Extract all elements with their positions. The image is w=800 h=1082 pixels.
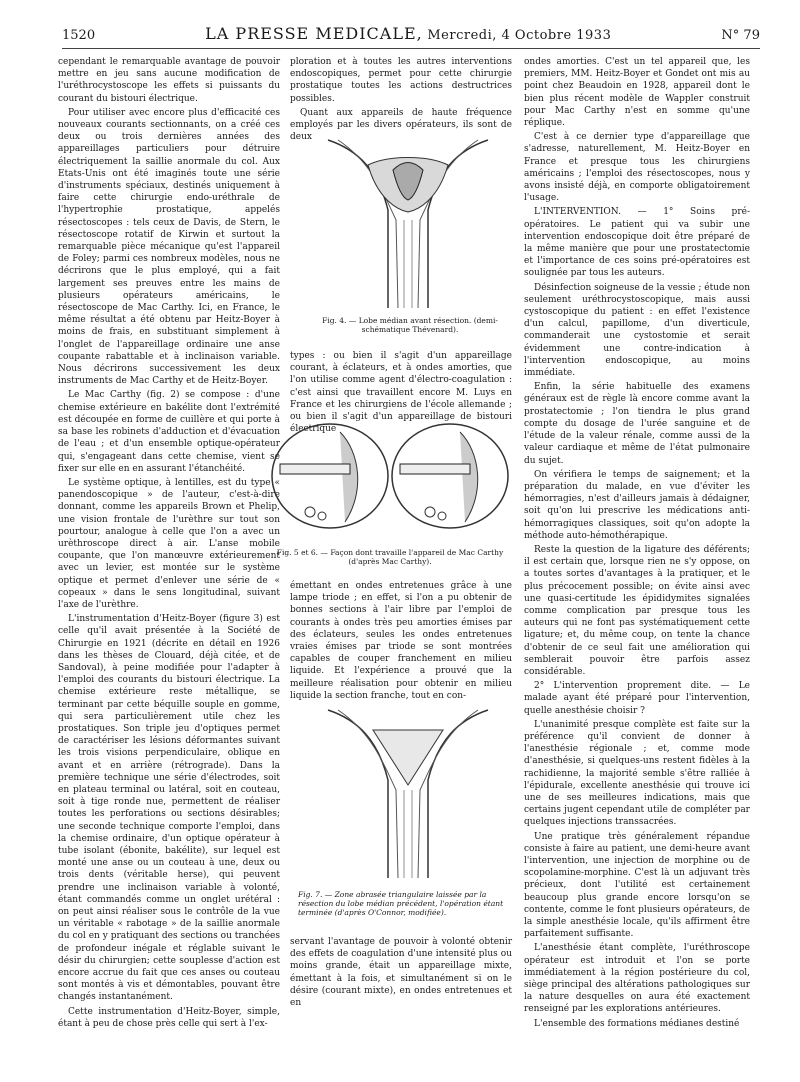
paragraph: ploration et à toutes les autres interventions endoscopiques, permet pour cette chirurgie prostatique toutes les actions destructrices possibles.: [290, 57, 512, 104]
page-number: 1520: [62, 28, 96, 43]
figure-7-caption: Fig. 7. — Zone abrasée triangulaire laissée par la résection du lobe médian précédent, l'opération étant terminée (d'après O'Connor, modifiée).: [298, 890, 504, 917]
paragraph: Pour utiliser avec encore plus d'efficacité ces nouveaux courants sectionnants, on a créé ces deux ou trois dernières années des appareillages particuliers pour détruire électriquement la saillie anormale du col. Aux Etats-Unis ont été imaginés toute une série d'instruments spéciaux, destinés uniquement à faire cette chirurgie endo-uréthrale de l'hypertrophie prostatique, appelés résectoscopes : tels ceux de Davis, de Stern, le résectoscope rotatif de Kirwin et surtout la remarquable pièce mécanique qu'est l'appareil de Foley; parmi ces nombreux modèles, nous ne décrirons que le plus employé, qui a fait largement ses preuves entre les mains de plusieurs opérateurs américains, le résectoscope de Mac Carthy. Ici, en France, le même résultat a été obtenu par Heitz-Boyer à moins de frais, en substituant simplement à l'onglet de l'appareillage ordinaire une anse coupante rabattable et à inclinaison variable. Nous décrirons successivement les deux instruments de Mac Carthy et de Heitz-Boyer.: [58, 107, 280, 387]
column-right: [524, 56, 750, 1032]
paragraph: L'unanimité presque complète est faite sur la préférence qu'il convient de donner à l'anesthésie régionale ; et, comme mode d'anesthésie, si quelques-uns restent fidèles à la rachidienne, la majorité semble s'être ralliée à l'épidurale, excellente anesthésie qui trouve ici une de ses meilleures indications, mais que certains jugent cependant utile de compléter par quelques injections transsacrées.: [524, 719, 750, 828]
paragraph: Le système optique, à lentilles, est du type « panendoscopique » de l'auteur, c'est-à-dire donnant, comme les appareils Brown et Phelip, une vision frontale de l'urèthre sur tout son pourtour, analogue à celle que l'on a avec un urèthroscope direct à air. L'anse mobile coupante, que l'on manœuvre extérieurement avec un levier, est montée sur le système optique et permet d'enlever une série de « copeaux » dans le sens longitudinal, suivant l'axe de l'urèthre.: [58, 477, 280, 610]
paragraph: Enfin, la série habituelle des examens généraux est de règle là encore comme avant la prostatectomie ; l'on tiendra le plus grand compte du dosage de l'urée sanguine et de l'étude de la valeur rénale, comme aussi de la valeur cardiaque et même de l'état pulmonaire du sujet.: [524, 382, 750, 466]
column-middle-section-3: [290, 580, 512, 704]
section-heading-intervention: L'INTERVENTION. — 1° Soins pré-opératoires. Le patient qui va subir une intervention endoscopique doit être préparé de la même manière que pour une prostatectomie et l'importance de ces soins pré-opératoires est soulignée par tous les auteurs.: [524, 207, 750, 279]
paragraph: servant l'avantage de pouvoir à volonté obtenir des effets de coagulation d'une intensité plus ou moins grande, était un appareillage mixte, émettant à la fois, et simultanément si on le désire (courant mixte), en ondes entretenues et en: [290, 937, 512, 1009]
paragraph: Reste la question de la ligature des déférents; il est certain que, lorsque rien ne s'y oppose, on a toutes sortes d'avantages à la pratiquer, et le plus précocement possible; on évite ainsi avec une quasi-certitude les épididymites signalées comme complication par presque tous les auteurs qui ne font pas systématiquement cette ligature; et, du même coup, on tente la chance d'obtenir de ce seul fait une amélioration qui semblerait pouvoir être parfois assez considérable.: [524, 544, 750, 677]
masthead: [205, 24, 611, 43]
figures-5-6-mac-carthy-illustration: [270, 412, 510, 540]
paragraph: Cette instrumentation d'Heitz-Boyer, simple, étant à peu de chose près celle qui sert à l'ex-: [58, 1006, 280, 1029]
paragraph: ondes amorties. C'est un tel appareil que, les premiers, MM. Heitz-Boyer et Gondet ont mis au point chez Beaudoin en 1928, appareil dont le bien plus récent modèle de Wappler construit pour Mac Carthy n'est en somme qu'une réplique.: [524, 57, 750, 129]
figures-5-6-caption: Fig. 5 et 6. — Façon dont travaille l'appareil de Mac Carthy (d'après Mac Carthy).: [276, 548, 504, 566]
publication-title: LA PRESSE MEDICALE,: [205, 24, 423, 43]
page-header: [62, 24, 760, 46]
paragraph: L'instrumentation d'Heitz-Boyer (figure 3) est celle qu'il avait présentée à la Société de Chirurgie en 1921 (décrite en détail en 1926 dans les thèses de Clouard, déjà citée, et de Sandoval), à peine modifiée pour l'adapter à l'emploi des courants du bistouri électrique. La chemise extérieure reste métallique, se terminant par cette béquille souple en gomme, qui sera particulièrement utile chez les prostatiques. Son triple jeu d'optiques permet de caractériser les lésions déformantes suivant les trois visions perpendiculaire, oblique en avant et en arrière (rétrograde). Dans la première technique une série d'électrodes, soit en plateau terminal ou latéral, soit en couteau, soit à tige ronde nue, permettent de réaliser toutes les perforations ou sections désirables; une seconde technique comporte l'emploi, dans la chemise ordinaire, d'un optique opérateur à tube isolant (ébonite, bakélite), sur lequel est monté une anse ou un couteau à une, deux ou trois dents (véritable herse), qui peuvent prendre une inclinaison variable à volonté, étant commandés comme un onglet urétéral : on peut ainsi réaliser sous le contrôle de la vue un véritable « rabotage » de la saillie anormale du col en y pratiquant des sections ou tranchées de profondeur inégale et réglable suivant le désir du chirurgien; cette souplesse d'action est encore accrue du fait que ces anses ou couteau sont montés à vis et démontables, pouvant être changés instantanément.: [58, 614, 280, 1003]
issue-date: Mercredi, 4 Octobre 1933: [427, 28, 612, 43]
figure-7-zone-abrasee-illustration: [318, 700, 498, 880]
figure-4-caption: Fig. 4. — Lobe médian avant résection. (demi-schématique Thévenard).: [322, 316, 498, 334]
paragraph: Désinfection soigneuse de la vessie ; étude non seulement uréthrocystoscopique, mais aussi cystoscopique du patient : en effet l'existence d'un calcul, papillome, d'un diverticule, commanderait une cystostomie et serait évidemment une contre-indication à l'intervention endoscopique, au moins immédiate.: [524, 282, 750, 379]
issue-number: N° 79: [721, 28, 760, 43]
paragraph: émettant en ondes entretenues grâce à une lampe triode ; en effet, si l'on a pu obtenir de bonnes sections à l'air libre par l'emploi de courants à ondes très peu amorties émises par des éclateurs, seules les ondes entretenues vraies émises par triode se sont montrées capables de couper franchement en milieu liquide. Et l'expérience a prouvé que la meilleure réalisation pour obtenir en milieu liquide la section franche, tout en con-: [290, 581, 512, 701]
paragraph: Le Mac Carthy (fig. 2) se compose : d'une chemise extérieure en bakélite dont l'extrémité est découpée en forme de cuillère et qui porte à sa base les robinets d'adduction et d'évacuation de l'eau ; et d'un ensemble optique-opérateur qui, s'engageant dans cette chemise, vient se fixer sur elle en en assurant l'étanchéité.: [58, 390, 280, 474]
paragraph: types : ou bien il s'agit d'un appareillage courant, à éclateurs, et à ondes amorties, que l'on utilise comme agent d'électro-coagulation : c'est ainsi que travaillent encore M. Luys en France et les chirurgiens de l'école allemande ; ou bien il s'agit d'un appareillage de bistouri électrique: [290, 351, 512, 435]
paragraph: C'est à ce dernier type d'appareillage que s'adresse, naturellement, M. Heitz-Boyer en France et presque tous les chirurgiens américains ; l'emploi des résectoscopes, nous y avons insisté déjà, en comporte obligatoirement l'usage.: [524, 132, 750, 204]
column-left: [58, 56, 280, 1032]
paragraph: L'anesthésie étant complète, l'uréthroscope opérateur est introduit et l'on se porte immédiatement à la région postérieure du col, siège principal des altérations pathologiques sur la nature desquelles on aura été exactement renseigné par les explorations antérieures.: [524, 943, 750, 1015]
figure-4-lobe-median-illustration: [318, 130, 498, 310]
paragraph: cependant le remarquable avantage de pouvoir mettre en jeu sans aucune modification de l'uréthrocystoscope les effets si puissants du courant du bistouri électrique.: [58, 57, 280, 104]
paragraph: On vérifiera le temps de saignement; et la préparation du malade, en vue d'éviter les hémorragies, n'est d'ailleurs jamais à dédaigner, soit qu'on lui prescrive les médications anti-hémorragiques classiques, soit qu'on adopte la méthode auto-hémothérapique.: [524, 469, 750, 541]
paragraph: Une pratique très généralement répandue consiste à faire au patient, une demi-heure avant l'intervention, une injection de morphine ou de scopolamine-morphine. C'est là un adjuvant très précieux, dont l'utilité est certainement beaucoup plus grande encore lorsqu'on se contente, comme le font plusieurs opérateurs, de la simple anesthésie locale, qu'ils affirment être parfaitement suffisante.: [524, 831, 750, 940]
paragraph: 2° L'intervention proprement dite. — Le malade ayant été préparé pour l'intervention, quelle anesthésie choisir ?: [524, 681, 750, 716]
header-rule: [62, 48, 760, 49]
paragraph: Quant aux appareils de haute fréquence employés par les divers opérateurs, ils sont de deux: [290, 107, 512, 143]
paragraph: L'ensemble des formations médianes destiné: [534, 1018, 740, 1029]
column-middle-bottom: [290, 936, 512, 1011]
